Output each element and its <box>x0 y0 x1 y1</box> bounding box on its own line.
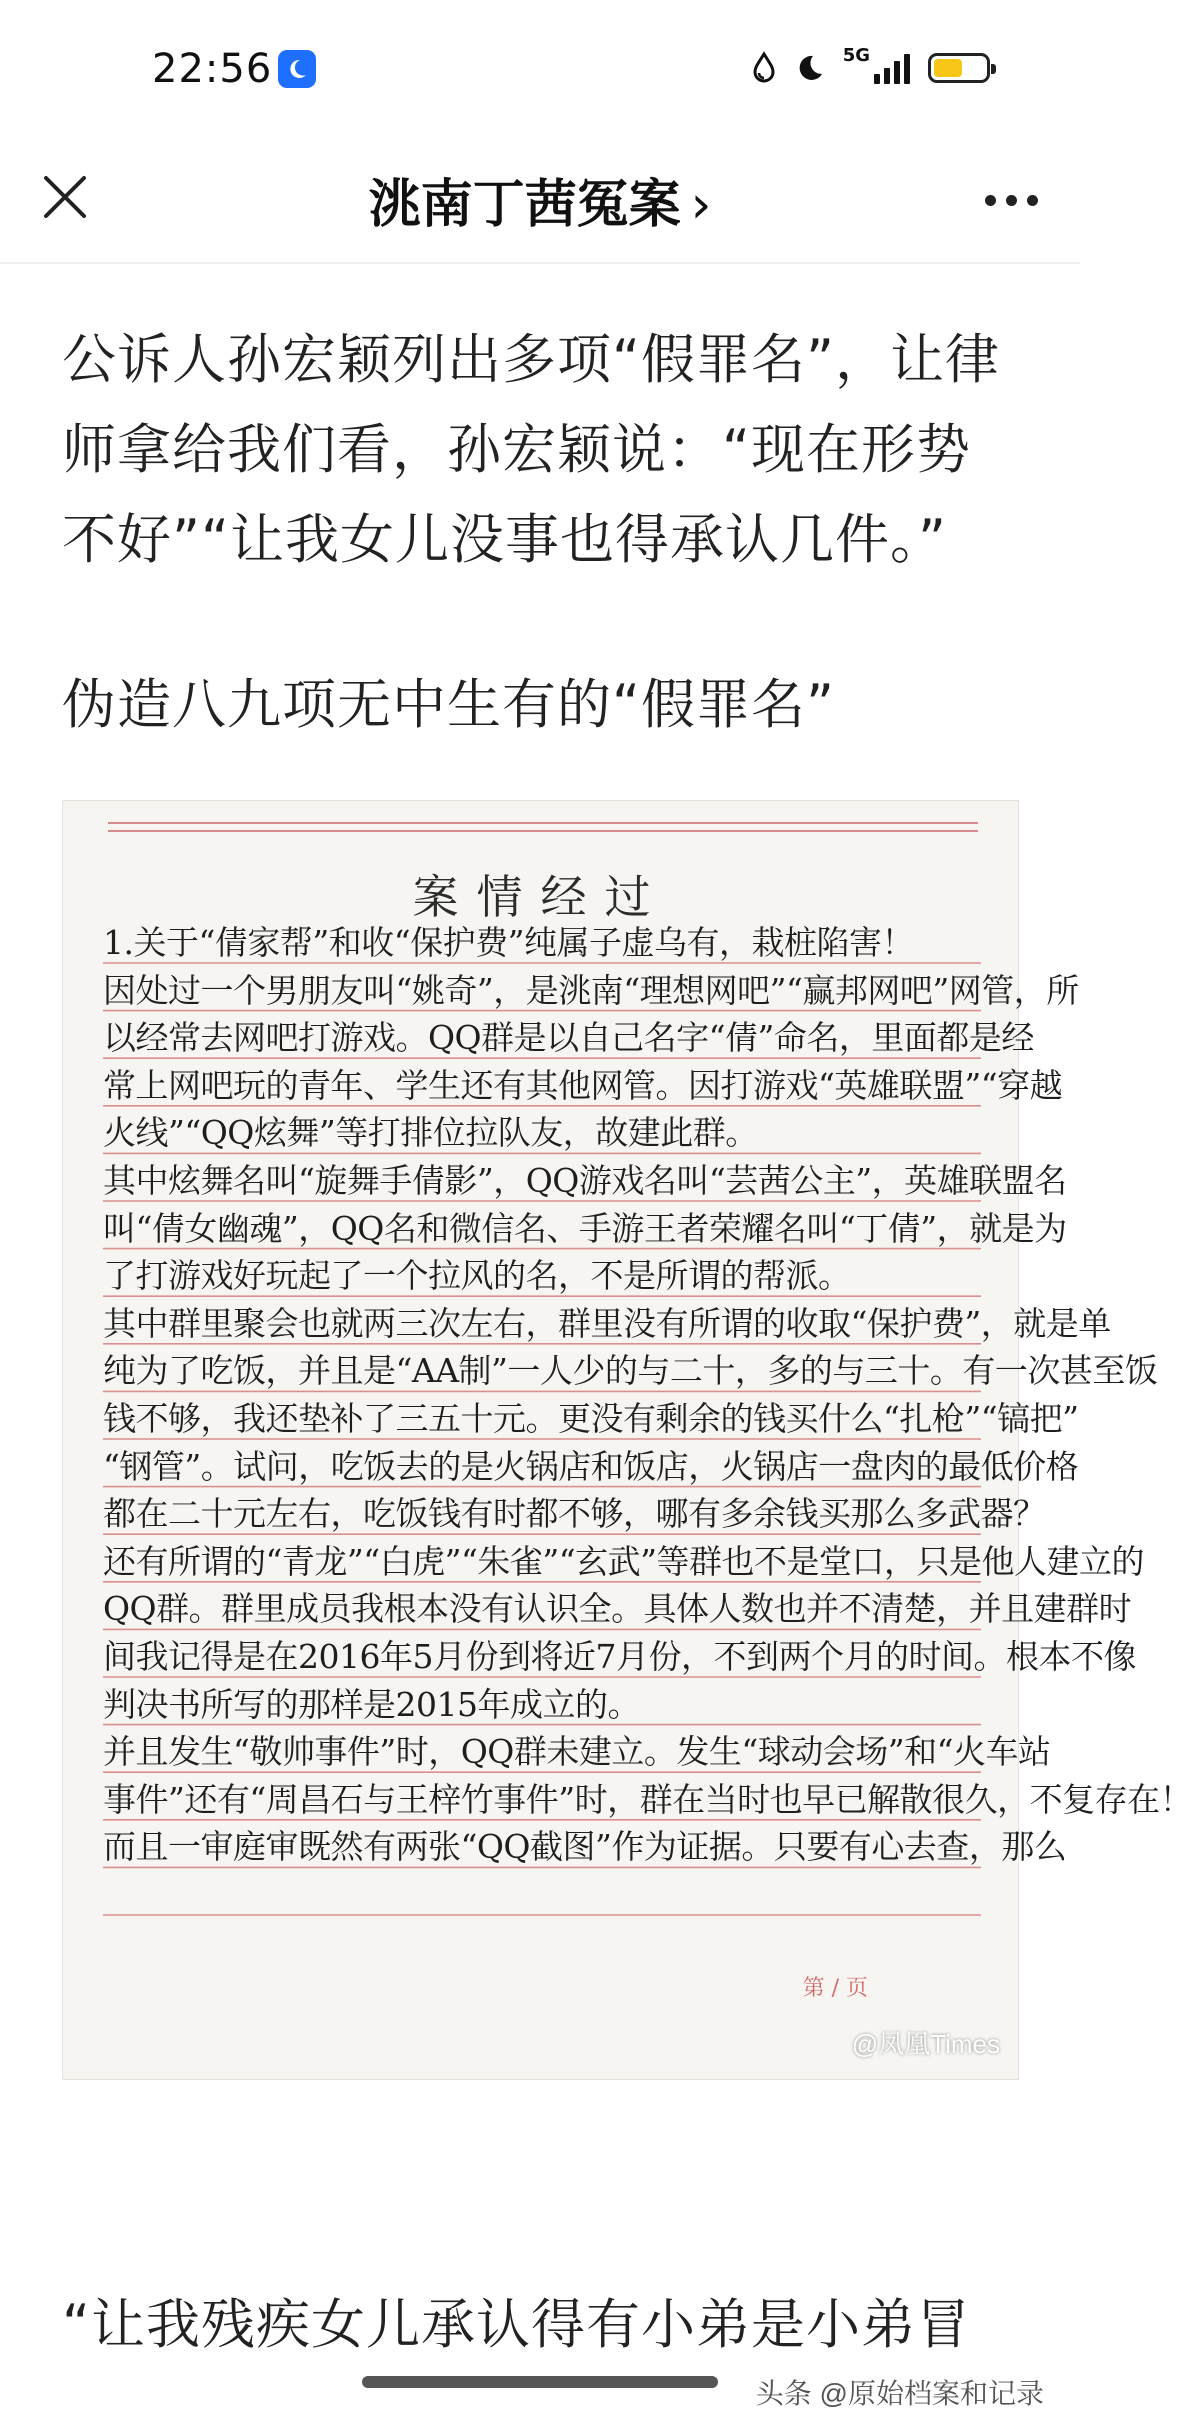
letter-line: 常上网吧玩的青年、学生还有其他网管。因打游戏“英雄联盟”“穿越 <box>103 1065 1063 1105</box>
letter-line: 并且发生“敬帅事件”时，QQ群未建立。发生“球动会场”和“火车站 <box>103 1732 1051 1772</box>
footer-watermark: 头条 @原始档案和记录 <box>756 2372 1044 2412</box>
more-icon-dot <box>1027 195 1038 206</box>
moon-app-icon <box>278 50 316 88</box>
letter-line: 了打游戏好玩起了一个拉风的名，不是所谓的帮派。 <box>103 1256 851 1296</box>
home-indicator[interactable] <box>362 2376 718 2388</box>
letter-line: 判决书所写的那样是2015年成立的。 <box>103 1684 640 1724</box>
letter-line: 都在二十元左右，吃饭钱有时都不够，哪有多余钱买那么多武器？ <box>103 1494 1046 1534</box>
letter-line: 钱不够，我还垫补了三五十元。更没有剩余的钱买什么“扎枪”“镐把” <box>103 1398 1079 1438</box>
letter-text <box>103 919 1192 1871</box>
letter-line: 还有所谓的“青龙”“白虎”“朱雀”“玄武”等群也不是堂口，只是他人建立的 <box>103 1541 1144 1581</box>
letter-line: “钢管”。试问，吃饭去的是火锅店和饭店，火锅店一盘肉的最低价格 <box>103 1446 1079 1486</box>
status-time: 22:56 <box>152 46 273 92</box>
more-button[interactable] <box>976 170 1046 230</box>
letter-line: 其中群里聚会也就两三次左右，群里没有所谓的收取“保护费”，就是单 <box>103 1303 1111 1343</box>
letter-photo[interactable] <box>62 800 1192 2080</box>
article-paragraph-1: 公诉人孙宏颖列出多项“假罪名”，让律师拿给我们看，孙宏颖说：“现在形势不好”“让我女儿没事也得承认几件。” <box>62 328 1000 571</box>
letter-line: 事件”还有“周昌石与王梓竹事件”时，群在当时也早已解散很久，不复存在！ <box>103 1779 1192 1819</box>
more-icon-dot <box>985 195 996 206</box>
article-paragraph-2: 伪造八九项无中生有的“假罪名” <box>62 673 835 736</box>
page-title[interactable] <box>0 162 1080 237</box>
letter-line: 纯为了吃饭，并且是“AA制”一人少的与二十，多的与三十。有一次甚至饭 <box>103 1351 1158 1391</box>
network-type: 5G <box>842 45 870 66</box>
page-title-text: 洮南丁茜冤案 <box>368 175 681 235</box>
letter-line: 1.关于“倩家帮”和收“保护费”纯属子虚乌有，栽桩陷害！ <box>103 923 914 962</box>
signal-icon <box>874 52 910 84</box>
letter-line: 而且一审庭审既然有两张“QQ截图”作为证据。只要有心去查，那么 <box>103 1827 1067 1867</box>
letter-line: 其中炫舞名叫“旋舞手倩影”，QQ游戏名叫“芸茜公主”，英雄联盟名 <box>103 1160 1067 1200</box>
letter-line: 火线”“QQ炫舞”等打排位拉队友，故建此群。 <box>103 1113 758 1153</box>
letter-title: 案情经过 <box>412 870 669 924</box>
page-number-mark: 第 / 页 <box>802 1976 868 2001</box>
article-paragraph-3: “让我残疾女儿承认得有小弟是小弟冒 <box>62 2293 971 2356</box>
letter-line: 叫“倩女幽魂”，QQ名和微信名、手游王者荣耀名叫“丁倩”，就是为 <box>103 1208 1067 1248</box>
letter-line: QQ群。群里成员我根本没有认识全。具体人数也并不清楚，并且建群时 <box>103 1589 1132 1629</box>
photo-watermark: @凤凰Times <box>851 2029 1000 2059</box>
status-bar <box>0 0 1080 140</box>
letter-line: 因处过一个男朋友叫“姚奇”，是洮南“理想网吧”“赢邦网吧”网管，所 <box>103 970 1079 1010</box>
title-bar <box>0 140 1080 260</box>
header-divider <box>0 262 1080 264</box>
letter-line: 以经常去网吧打游戏。QQ群是以自己名字“倩”命名，里面都是经 <box>103 1018 1034 1058</box>
battery-icon <box>928 53 990 83</box>
drop-icon <box>751 52 777 84</box>
more-icon-dot <box>1006 195 1017 206</box>
chevron-right-icon: › <box>690 175 712 235</box>
status-icons <box>751 44 990 92</box>
moon-icon <box>795 53 825 83</box>
letter-line: 间我记得是在2016年5月份到将近7月份，不到两个月的时间。根本不像 <box>103 1636 1136 1676</box>
